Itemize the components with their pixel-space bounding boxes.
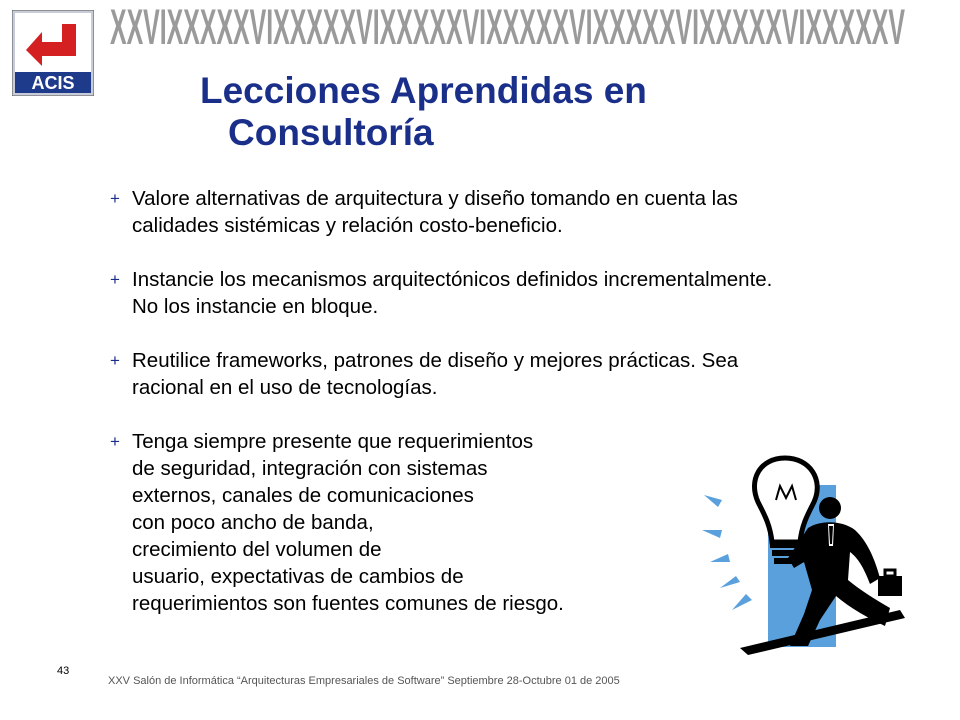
title-line-1: Lecciones Aprendidas en <box>200 70 647 111</box>
lightbulb-man-clipart <box>700 450 920 655</box>
title-line-2: Consultoría <box>228 112 434 153</box>
header-banner <box>110 0 910 52</box>
bullet-item <box>110 266 870 320</box>
banner-text: XXVIXXXXXVIXXXXXVIXXXXXVIXXXXXVIXXXXXVIXXXXXVIXXXXXV <box>110 0 906 52</box>
bullet-marker: + <box>110 189 120 208</box>
bullet-text-line: de seguridad, integración con sistemas <box>132 457 488 480</box>
bullet-item <box>110 347 870 401</box>
bullet-marker: + <box>110 351 120 370</box>
bullet-text-line: Valore alternativas de arquitectura y diseño tomando en cuenta las <box>132 187 738 210</box>
slide-title <box>200 70 800 154</box>
bullet-text-line: racional en el uso de tecnologías. <box>132 376 438 399</box>
bullet-text-line: requerimientos son fuentes comunes de riesgo. <box>132 592 564 615</box>
bullet-text-line: Tenga siempre presente que requerimientos <box>132 430 534 453</box>
logo-text: ACIS <box>31 73 75 93</box>
footer-text: XXV Salón de Informática “Arquitecturas Empresariales de Software” Septiembre 28-Octubre 01 de 2005 <box>108 675 620 687</box>
bullet-text-line: crecimiento del volumen de <box>132 538 382 561</box>
slide-number: 43 <box>57 665 70 677</box>
bullet-text-line: No los instancie en bloque. <box>132 295 379 318</box>
bullet-text-line: calidades sistémicas y relación costo-beneficio. <box>132 214 563 237</box>
bullet-item <box>110 185 870 239</box>
bullet-text-line: usuario, expectativas de cambios de <box>132 565 464 588</box>
bullet-text-line: externos, canales de comunicaciones <box>132 484 474 507</box>
bullet-marker: + <box>110 270 120 289</box>
bullet-marker: + <box>110 432 120 451</box>
bullet-text-line: Instancie los mecanismos arquitectónicos definidos incrementalmente. <box>132 268 773 291</box>
acis-logo <box>12 10 94 96</box>
bullet-text-line: con poco ancho de banda, <box>132 511 374 534</box>
bullet-text-line: Reutilice frameworks, patrones de diseño y mejores prácticas. Sea <box>132 349 739 372</box>
